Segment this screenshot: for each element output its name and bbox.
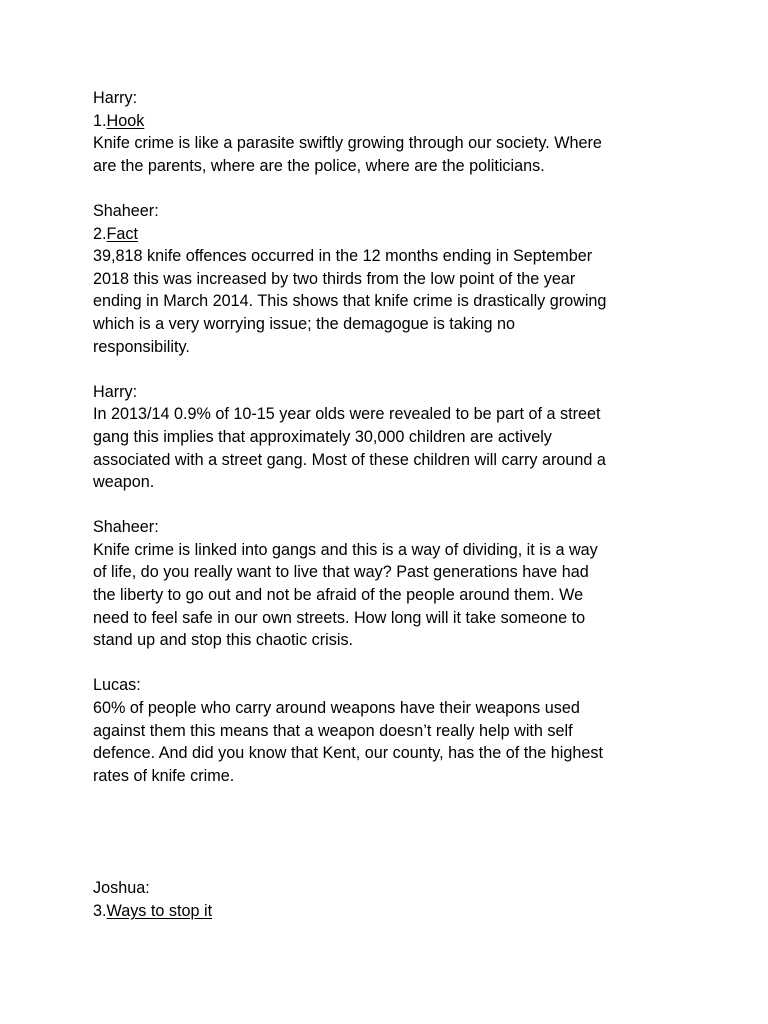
paragraph-line: gang this implies that approximately 30,000 children are actively [93,427,552,446]
paragraph-line: weapon. [93,473,155,492]
speaker-name: Harry: [93,382,138,401]
paragraph-line: Knife crime is linked into gangs and this is a way of dividing, it is a way [93,540,598,559]
section-shaheer-safety [93,516,693,652]
heading-label: Hook [106,111,145,130]
paragraph-line: the liberty to go out and not be afraid of the people around them. We [93,586,584,605]
paragraph-line: 2018 this was increased by two thirds from the low point of the year [93,269,576,288]
paragraph-line: ending in March 2014. This shows that knife crime is drastically growing [93,292,607,311]
blank-line [93,358,693,381]
speaker-name: Joshua: [93,879,150,898]
blank-line [93,177,693,200]
section-harry-hook [93,87,693,177]
section-shaheer-fact [93,200,693,358]
heading-label: Fact [106,224,138,243]
paragraph-line: stand up and stop this chaotic crisis. [93,631,354,650]
heading-number: 2. [93,224,107,243]
section-joshua-ways [93,877,693,922]
blank-space [93,787,693,877]
paragraph-line: defence. And did you know that Kent, our county, has the of the highest [93,744,603,763]
speaker-name: Shaheer: [93,201,159,220]
paragraph-line: associated with a street gang. Most of these children will carry around a [93,450,606,469]
section-harry-gangs [93,381,693,494]
heading-number: 3. [93,902,107,920]
blank-line [93,494,693,517]
paragraph-line: rates of knife crime. [93,766,235,785]
paragraph-line: which is a very worrying issue; the demagogue is taking no [93,314,515,333]
speaker-name: Shaheer: [93,518,159,537]
paragraph-line: of life, do you really want to live that way? Past generations have had [93,563,589,582]
section-heading [93,223,693,246]
paragraph-line: against them this means that a weapon doesn’t really help with self [93,721,573,740]
section-heading [93,110,693,133]
heading-number: 1. [93,111,107,130]
paragraph-line: need to feel safe in our own streets. How long will it take someone to [93,608,586,627]
paragraph-line: In 2013/14 0.9% of 10-15 year olds were revealed to be part of a street [93,405,601,424]
section-heading [93,900,693,923]
paragraph-line: are the parents, where are the police, where are the politicians. [93,156,545,175]
document-page [93,87,693,923]
speaker-name: Lucas: [93,676,141,695]
heading-label: Ways to stop it [106,902,213,920]
paragraph-line: responsibility. [93,337,190,356]
speaker-name: Harry: [93,89,138,107]
paragraph-line: 39,818 knife offences occurred in the 12 months ending in September [93,247,593,266]
paragraph-line: Knife crime is like a parasite swiftly growing through our society. Where [93,134,602,153]
section-lucas-weapons [93,674,693,787]
blank-line [93,652,693,675]
paragraph-line: 60% of people who carry around weapons have their weapons used [93,699,580,718]
